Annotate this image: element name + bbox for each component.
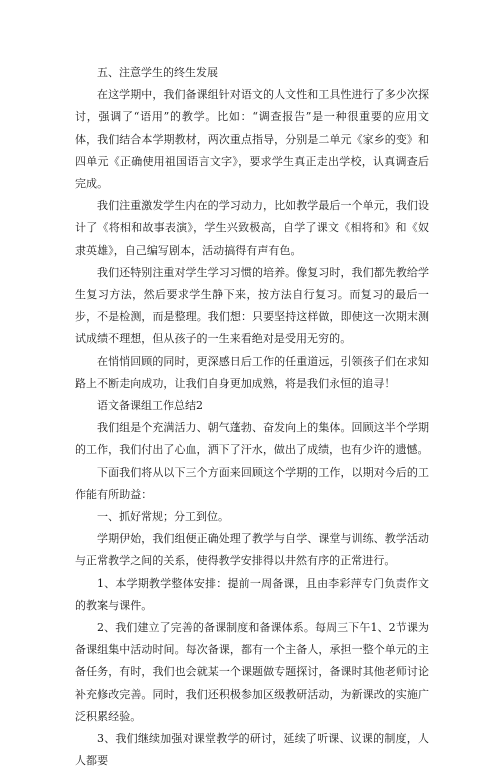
section-heading-lifelong-development: 五、注意学生的终生发展 [97,66,218,79]
list-item-1: 1、本学期教学整体安排：提前一周备课，且由李彩萍专门负责作文的教案与课件。 [75,576,429,612]
section-heading-routine: 一、抓好常规；分工到位。 [97,510,229,524]
paragraph-learning-motivation: 我们注重激发学生内在的学习动力，比如教学最后一个单元，我们设计了《将相和故事表演》，学生兴致极高，自学了课文《相将和》和《奴隶英雄》，自己编写剧本，活动搞得有声有色。 [75,199,429,257]
paragraph-study-habits: 我们还特别注重对学生学习习惯的培养。像复习时，我们都先教给学生复习方法，然后要求学生静下来，按方法自行复习。而复习的最后一步，不是检测，而是整理。我们想：只要坚持这样做，即使这一次期末测试成绩不理想，但从孩子的一生来看绝对是受用无穷的。 [75,265,429,346]
paragraph-language-use: 在这学期中，我们备课组针对语文的人文性和工具性进行了多少次探讨，强调了“语用”的教学。比如：“调查报告”是一种很重要的应用文体，我们结合本学期教材，两次重点指导，分别是二单元《家乡的变》和四单元《正确使用祖国语言文字》，要求学生真正走出学校，认真调查后完成。 [75,88,429,191]
paragraph-reflection: 在悄悄回顾的同时，更深感日后工作的任重道远，引领孩子们在求知路上不断走向成功，让我们自身更加成熟，将是我们永恒的追寻！ [75,354,429,390]
document-page [75,62,429,773]
section-heading-summary-2: 语文备课组工作总结2 [97,399,203,413]
list-item-2: 2、我们建立了完善的备课制度和备课体系。每周三下午1、2节课为备课组集中活动时间。每次备课，都有一个主备人，承担一整个单元的主备任务，有时，我们也会就某一个课题做专题探讨，备课时其他老师讨论补充修改完善。同时，我们还积极参加区级教研活动，为新课改的实施广泛积累经验。 [75,621,429,723]
list-item-3: 3、我们继续加强对课堂教学的研讨，延续了听课、议课的制度，人人都要 [75,732,429,768]
paragraph-semester-start: 学期伊始，我们组便正确处理了教学与自学、课堂与训练、教学活动与正常教学之间的关系，使得教学安排得以井然有序的正常进行。 [75,532,429,568]
paragraph-team-intro: 我们组是个充满活力、朝气蓬勃、奋发向上的集体。回顾这半个学期的工作，我们付出了心血，洒下了汗水，做出了成绩，也有少许的遗憾。 [75,421,429,457]
paragraph-three-aspects: 下面我们将从以下三个方面来回顾这个学期的工作，以期对今后的工作能有所助益： [75,465,429,501]
